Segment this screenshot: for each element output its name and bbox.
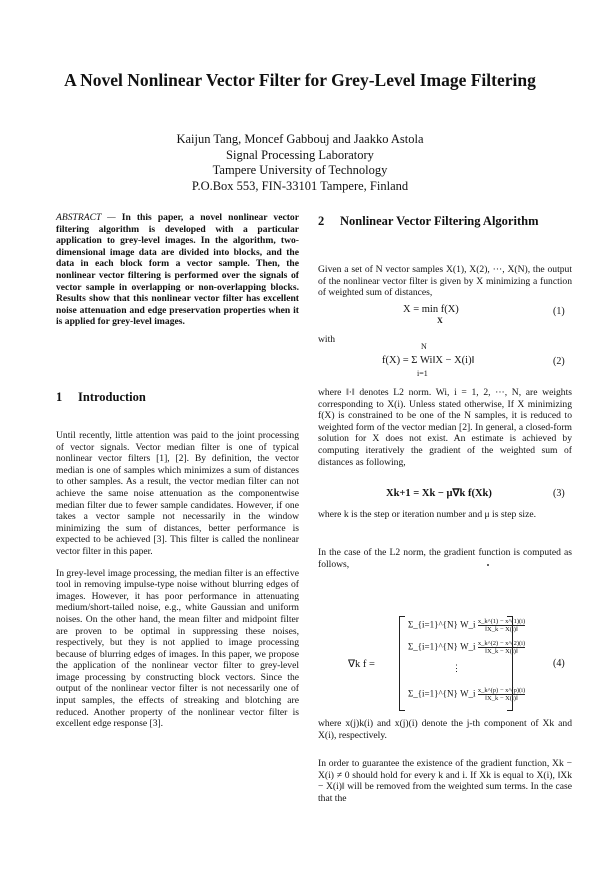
equation-2-upper-limit: N [421, 342, 427, 351]
equation-1-subscript: X [437, 316, 443, 325]
matrix-row-2-denominator: ‖X_k − X(i)‖ [485, 648, 518, 655]
matrix-vdots: ⋮ [452, 663, 461, 673]
abstract-label: ABSTRACT — [56, 212, 122, 223]
equation-3-body: Xk+1 = Xk − μ∇k f(Xk) [386, 488, 492, 499]
intro-paragraph-2: In grey-level image processing, the median filter is an effective tool in removing impulse-type noise without blurring edges of images. However, it has poor performance in attenuating medium/short-tailed noise, e.g., white Gaussian and uniform noises. On the other hand, the mean filter and midpoint filter are proven to be optimal in suppressing these noises, respectively, but they is not applied to image processing because of blurring edges of images. In this paper, we propose the application of the nonlinear vector filter to grey-level image processing by constructing block vectors. Since the output of the nonlinear vector filter is not necessarily one of input samples, the effects of streaking and blotching are reduced. Another property of the nonlinear vector filter is excellent edge response [3]. [56, 567, 299, 730]
matrix-row-p-numerator: x_k^(p) − x^(p)(i) [477, 687, 526, 694]
matrix-row-p-sum: Σ_{i=1}^{N} W_i [408, 688, 476, 699]
equation-2: f(X) = Σ Wi‖X − X(i)‖ [382, 355, 475, 366]
equation-3-number: (3) [553, 488, 565, 499]
author-block [100, 132, 500, 194]
section-2-paragraph-2: where ‖·‖ denotes L2 norm. Wi, i = 1, 2, ···, N, are weights corresponding to X(i). Unless stated otherwise, If X minimizing f(X) is constrained to be one of the N samples, it is reduced to weighted form of the vector median [2]. In general, a closed-form solution for X does not exist. An estimate is achieved by computing iteratively the gradient of the weighted sum of distances as following, [318, 387, 572, 468]
section-2-paragraph-6: In order to guarantee the existence of the gradient function, Xk − X(i) ≠ 0 should hold for every k and i. If Xk is equal to X(i), ‖Xk − X(i)‖ will be removed from the weighted sum terms. In the case that the [318, 758, 572, 804]
paper-title: A Novel Nonlinear Vector Filter for Grey-Level Image Filtering [64, 70, 536, 90]
equation-1-number: (1) [553, 306, 565, 317]
section-1-number: 1 [56, 390, 63, 404]
equation-2-lower-limit: i=1 [417, 369, 428, 378]
section-1-title: Introduction [78, 390, 146, 404]
author-names: Kaijun Tang, Moncef Gabbouj and Jaakko Astola [176, 132, 424, 146]
equation-1-body: X = min f(X) [403, 304, 459, 315]
section-1-body [56, 430, 299, 730]
matrix-row-2-numerator: x_k^(2) − x^(2)(i) [477, 640, 526, 647]
matrix-row-2 [408, 640, 525, 655]
section-2-paragraph-1: Given a set of N vector samples X(1), X(2), ···, X(N), the output of the nonlinear vector filter is given by X minimizing a function of weighted sum of distances, [318, 264, 572, 299]
section-2-title: Nonlinear Vector Filtering Algorithm [340, 214, 539, 228]
matrix-row-p-denominator: ‖X_k − X(i)‖ [485, 695, 518, 702]
section-1-heading [56, 390, 146, 405]
matrix-row-1-sum: Σ_{i=1}^{N} W_i [408, 619, 476, 630]
author-address: P.O.Box 553, FIN-33101 Tampere, Finland [191, 178, 409, 193]
section-2-paragraph-5: where x(j)k(i) and x(j)(i) denote the j-th component of Xk and X(i), respectively. [318, 718, 572, 741]
abstract [56, 212, 299, 328]
section-2-heading [318, 214, 572, 229]
equation-1 [403, 304, 459, 315]
with-text: with [318, 334, 336, 345]
abstract-text: In this paper, a novel nonlinear vector filtering algorithm is developed with a particular application to grey-level images. In the algorithm, two-dimensional image data are divided into blocks, and the data in each block form a vector sample. Then, the nonlinear vector filtering is performed over the signals of vector sample in overlapping or non-overlapping blocks. Results show that this nonlinear vector filter has excellent noise attenuation and edge preservation properties when it is applied for grey-level images. [56, 212, 299, 328]
author-lab: Signal Processing Laboratory [226, 147, 374, 162]
matrix-row-p [408, 687, 525, 702]
section-2-number: 2 [318, 214, 325, 228]
equation-2-number: (2) [553, 356, 565, 367]
matrix-row-1 [408, 618, 525, 633]
matrix-row-1-numerator: x_k^(1) − x^(1)(i) [477, 618, 526, 625]
gradient-matrix [399, 616, 526, 711]
matrix-row-1-denominator: ‖X_k − X(i)‖ [485, 626, 518, 633]
equation-4-number: (4) [553, 658, 565, 669]
equation-4-lhs: ∇k f = [348, 659, 375, 670]
intro-paragraph-1: Until recently, little attention was paid to the joint processing of vector signals. Vector median filter is one of typical nonlinear vector filters [1], [2]. By definition, the vector median is one of samples which minimizes a sum of distances to other samples. As a result, the vector median filter can not achieve the same noise attenuation as the componentwise median filter due to fewer sample candidates. However, if one takes a vector sample not necessarily in the window minimizing the sum of distances, better performance is expected to be achieved [3]. This filter is called the nonlinear vector filter in this paper. [56, 430, 299, 557]
equation-3 [386, 487, 492, 499]
matrix-row-2-sum: Σ_{i=1}^{N} W_i [408, 641, 476, 652]
section-2-paragraph-4: In the case of the L2 norm, the gradient function is computed as follows, [318, 547, 572, 570]
section-2-paragraph-3: where k is the step or iteration number and μ is step size. [318, 509, 537, 520]
author-university: Tampere University of Technology [212, 163, 388, 177]
